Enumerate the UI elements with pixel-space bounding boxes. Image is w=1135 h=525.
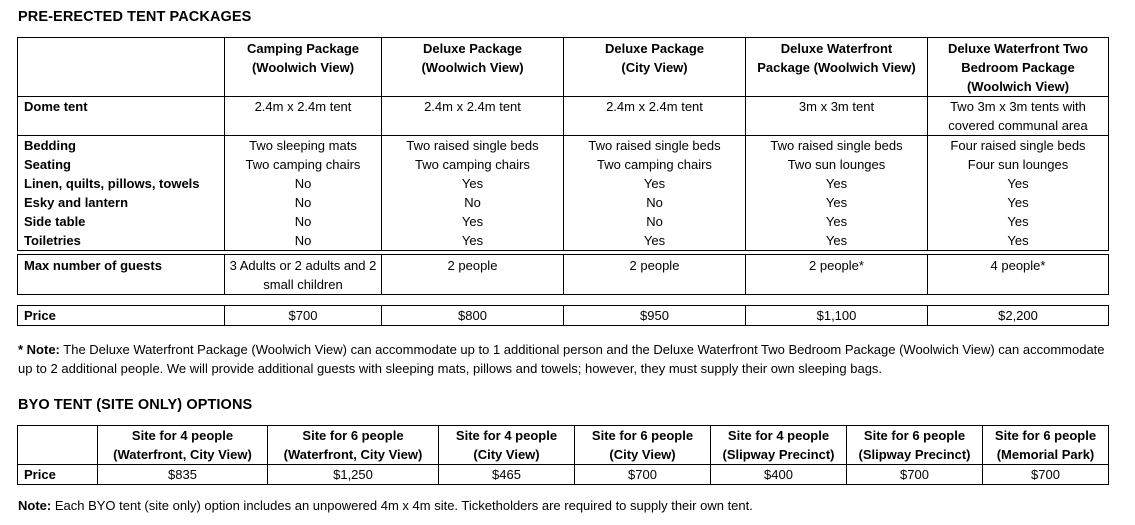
table-cell: 3m x 3m tent xyxy=(746,97,928,136)
row-label: Seating xyxy=(18,155,225,174)
row-label: Esky and lantern xyxy=(18,193,225,212)
note-text: Each BYO tent (site only) option includes an unpowered 4m x 4m site. Ticketholders are required to supply their own tent. xyxy=(51,498,753,513)
row-label: Max number of guests xyxy=(18,255,225,295)
table-cell: Yes xyxy=(928,193,1109,212)
column-header: Site for 4 people (Waterfront, City View) xyxy=(98,426,268,465)
byo-title: BYO TENT (SITE ONLY) OPTIONS xyxy=(18,397,253,413)
table-cell: No xyxy=(564,212,746,231)
table-cell: Yes xyxy=(382,174,564,193)
table-cell: 2.4m x 2.4m tent xyxy=(382,97,564,136)
table-cell: Yes xyxy=(746,193,928,212)
table-cell: Two sun lounges xyxy=(746,155,928,174)
price-row xyxy=(18,465,1109,485)
column-header: Site for 6 people (Slipway Precinct) xyxy=(847,426,983,465)
table-cell: Two camping chairs xyxy=(564,155,746,174)
table-cell: $950 xyxy=(564,306,746,326)
table-cell: Two 3m x 3m tents with covered communal area xyxy=(928,97,1109,136)
table-cell: Four raised single beds xyxy=(928,136,1109,156)
table-cell: 3 Adults or 2 adults and 2 small children xyxy=(225,255,382,295)
table-cell: $400 xyxy=(711,465,847,485)
table-cell: 4 people* xyxy=(928,255,1109,295)
row-label: Dome tent xyxy=(18,97,225,136)
table-cell: Yes xyxy=(564,174,746,193)
table-cell: 2.4m x 2.4m tent xyxy=(225,97,382,136)
table-row xyxy=(18,231,1109,251)
table-cell: No xyxy=(382,193,564,212)
table-cell: No xyxy=(564,193,746,212)
table-cell: 2 people* xyxy=(746,255,928,295)
table-cell: $465 xyxy=(439,465,575,485)
row-label: Toiletries xyxy=(18,231,225,251)
column-header: Deluxe Package (Woolwich View) xyxy=(382,38,564,97)
table-cell: Yes xyxy=(928,231,1109,251)
table-cell: Two raised single beds xyxy=(564,136,746,156)
packages-table xyxy=(17,37,1109,326)
column-header: Deluxe Waterfront Package (Woolwich View) xyxy=(746,38,928,97)
table-cell: Two raised single beds xyxy=(746,136,928,156)
packages-note xyxy=(18,340,1118,378)
table-spacer xyxy=(18,295,1109,306)
note-text: The Deluxe Waterfront Package (Woolwich View) can accommodate up to 1 additional person and the Deluxe Waterfront Two Bedroom Package (Woolwich View) can accommodate up to 2 additional people. We will provide additional guests with sleeping mats, pillows and towels; however, they must supply their own sleeping bags. xyxy=(18,342,1105,376)
column-header: Camping Package (Woolwich View) xyxy=(225,38,382,97)
table-cell: Two sleeping mats xyxy=(225,136,382,156)
table-cell: $1,100 xyxy=(746,306,928,326)
row-label: Bedding xyxy=(18,136,225,156)
table-cell: Yes xyxy=(928,174,1109,193)
column-header: Deluxe Package (City View) xyxy=(564,38,746,97)
row-label: Price xyxy=(18,306,225,326)
column-header: Site for 4 people (Slipway Precinct) xyxy=(711,426,847,465)
table-cell: No xyxy=(225,212,382,231)
table-cell: 2 people xyxy=(564,255,746,295)
column-header: Deluxe Waterfront Two Bedroom Package (Woolwich View) xyxy=(928,38,1109,97)
table-row xyxy=(18,212,1109,231)
column-header: Site for 6 people (Memorial Park) xyxy=(983,426,1109,465)
table-cell: 2 people xyxy=(382,255,564,295)
table-cell: Yes xyxy=(746,231,928,251)
table-row xyxy=(18,136,1109,156)
table-cell: $835 xyxy=(98,465,268,485)
table-cell: $700 xyxy=(847,465,983,485)
table-cell: Yes xyxy=(746,212,928,231)
column-header: Site for 6 people (City View) xyxy=(575,426,711,465)
table-cell: Two camping chairs xyxy=(382,155,564,174)
packages-header-row xyxy=(18,38,1109,97)
table-cell: $2,200 xyxy=(928,306,1109,326)
table-row xyxy=(18,97,1109,136)
price-row xyxy=(18,306,1109,326)
byo-note xyxy=(18,496,1118,515)
column-header: Site for 6 people (Waterfront, City View) xyxy=(268,426,439,465)
packages-title: PRE-ERECTED TENT PACKAGES xyxy=(18,9,252,25)
table-cell: $700 xyxy=(225,306,382,326)
table-cell: $700 xyxy=(575,465,711,485)
column-header: Site for 4 people (City View) xyxy=(439,426,575,465)
table-row xyxy=(18,193,1109,212)
byo-table xyxy=(17,425,1109,485)
table-cell: Yes xyxy=(564,231,746,251)
note-prefix: Note: xyxy=(18,498,52,513)
table-cell: $1,250 xyxy=(268,465,439,485)
table-cell: Yes xyxy=(746,174,928,193)
table-row xyxy=(18,174,1109,193)
row-label: Side table xyxy=(18,212,225,231)
table-cell: 2.4m x 2.4m tent xyxy=(564,97,746,136)
table-cell: Yes xyxy=(382,212,564,231)
table-cell: Yes xyxy=(928,212,1109,231)
table-cell: No xyxy=(225,193,382,212)
table-cell: No xyxy=(225,231,382,251)
guests-row xyxy=(18,255,1109,295)
table-row xyxy=(18,155,1109,174)
table-cell: No xyxy=(225,174,382,193)
note-prefix: * Note: xyxy=(18,342,60,357)
row-label: Price xyxy=(18,465,98,485)
table-cell: Yes xyxy=(382,231,564,251)
table-cell: Two raised single beds xyxy=(382,136,564,156)
byo-header-row xyxy=(18,426,1109,465)
table-cell: Four sun lounges xyxy=(928,155,1109,174)
table-cell: $700 xyxy=(983,465,1109,485)
table-cell: $800 xyxy=(382,306,564,326)
row-label: Linen, quilts, pillows, towels xyxy=(18,174,225,193)
table-cell: Two camping chairs xyxy=(225,155,382,174)
